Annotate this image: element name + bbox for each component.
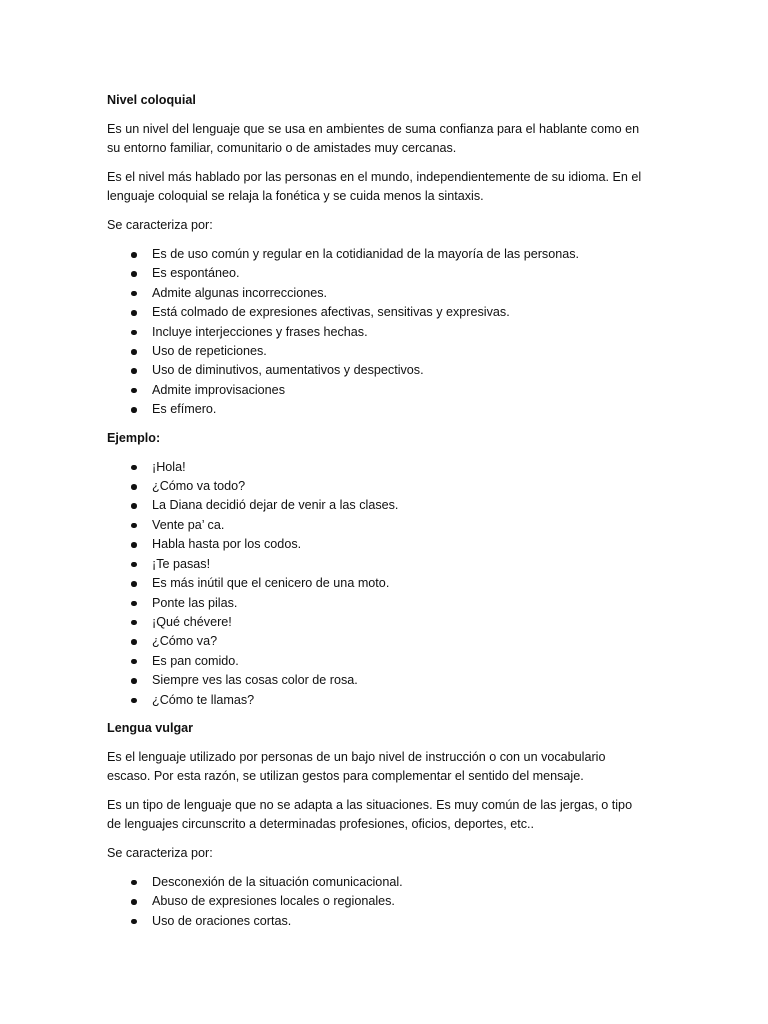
bullet-icon — [131, 523, 137, 529]
bullet-icon — [131, 407, 137, 413]
list-item — [107, 303, 647, 322]
bullet-icon — [131, 330, 137, 336]
list-item-text: Ponte las pilas. — [152, 595, 238, 610]
features-label: Se caracteriza por: — [107, 218, 213, 232]
paragraph: Es el nivel más hablado por las personas en el mundo, independientemente de su idioma. En el lenguaje coloquial se relaja la fonética y se cuida menos la sintaxis. — [107, 170, 642, 203]
examples-label: Ejemplo: — [107, 430, 161, 445]
list-item-text: Es pan comido. — [152, 653, 239, 668]
bullet-icon — [131, 349, 137, 355]
list-item-text: Es efímero. — [152, 402, 217, 417]
list-item-text: Abuso de expresiones locales o regionales. — [152, 894, 395, 909]
bullet-icon — [131, 581, 137, 587]
document-content — [107, 91, 647, 931]
bullet-icon — [131, 252, 137, 258]
section-title-lengua-vulgar: Lengua vulgar — [107, 720, 194, 735]
bullet-icon — [131, 919, 137, 925]
bullet-icon — [131, 291, 137, 297]
features-list — [107, 873, 647, 931]
list-item-text: Está colmado de expresiones afectivas, sensitivas y expresivas. — [152, 305, 510, 320]
list-item-text: Uso de repeticiones. — [152, 344, 267, 359]
list-item-text: ¿Cómo va? — [152, 634, 218, 649]
list-item — [107, 912, 647, 931]
bullet-icon — [131, 562, 137, 568]
list-item-text: Uso de oraciones cortas. — [152, 913, 292, 928]
paragraph: Es un nivel del lenguaje que se usa en ambientes de suma confianza para el hablante como en su entorno familiar, comunitario o de amistades muy cercanas. — [107, 122, 640, 155]
list-item-text: Desconexión de la situación comunicacional. — [152, 874, 403, 889]
list-item-text: ¿Cómo va todo? — [152, 479, 246, 494]
list-item — [107, 892, 647, 911]
list-item — [107, 652, 647, 671]
list-item — [107, 574, 647, 593]
list-item — [107, 458, 647, 477]
examples-list — [107, 458, 647, 710]
bullet-icon — [131, 542, 137, 548]
bullet-icon — [131, 659, 137, 665]
list-item-text: Uso de diminutivos, aumentativos y despectivos. — [152, 363, 424, 378]
list-item-text: Admite algunas incorrecciones. — [152, 285, 328, 300]
list-item — [107, 284, 647, 303]
list-item — [107, 381, 647, 400]
bullet-icon — [131, 899, 137, 905]
list-item-text: ¡Hola! — [152, 459, 186, 474]
features-label: Se caracteriza por: — [107, 845, 213, 860]
list-item-text: La Diana decidió dejar de venir a las clases. — [152, 498, 399, 513]
list-item — [107, 264, 647, 283]
bullet-icon — [131, 388, 137, 394]
list-item-text: Siempre ves las cosas color de rosa. — [152, 673, 358, 688]
list-item — [107, 555, 647, 574]
list-item-text: Es espontáneo. — [152, 266, 240, 281]
paragraph: Es un tipo de lenguaje que no se adapta a las situaciones. Es muy común de las jergas, o tipo de lenguajes circunscrito a determinadas profesiones, oficios, deportes, etc.. — [107, 797, 633, 831]
list-item — [107, 691, 647, 710]
list-item — [107, 516, 647, 535]
list-item — [107, 496, 647, 515]
features-list — [107, 245, 647, 420]
list-item-text: Es de uso común y regular en la cotidianidad de la mayoría de las personas. — [152, 247, 580, 261]
list-item — [107, 361, 647, 380]
bullet-icon — [131, 880, 137, 886]
bullet-icon — [131, 503, 137, 509]
list-item-text: Habla hasta por los codos. — [152, 537, 302, 552]
list-item — [107, 613, 647, 632]
bullet-icon — [131, 484, 137, 490]
bullet-icon — [131, 639, 137, 645]
list-item-text: Es más inútil que el cenicero de una moto. — [152, 576, 390, 591]
bullet-icon — [131, 368, 137, 374]
list-item — [107, 671, 647, 690]
list-item-text: ¡Te pasas! — [152, 556, 211, 571]
list-item — [107, 400, 647, 419]
bullet-icon — [131, 698, 137, 704]
list-item — [107, 873, 647, 892]
bullet-icon — [131, 601, 137, 607]
list-item — [107, 477, 647, 496]
bullet-icon — [131, 620, 137, 626]
list-item — [107, 323, 647, 342]
list-item-text: ¿Cómo te llamas? — [152, 692, 255, 707]
bullet-icon — [131, 310, 137, 316]
list-item-text: Vente pa’ ca. — [152, 517, 225, 532]
list-item — [107, 342, 647, 361]
bullet-icon — [131, 271, 137, 277]
bullet-icon — [131, 465, 137, 471]
list-item — [107, 535, 647, 554]
list-item — [107, 632, 647, 651]
list-item-text: Admite improvisaciones — [152, 382, 285, 397]
bullet-icon — [131, 678, 137, 684]
list-item-text: ¡Qué chévere! — [152, 614, 232, 629]
list-item — [107, 245, 647, 264]
list-item — [107, 594, 647, 613]
list-item-text: Incluye interjecciones y frases hechas. — [152, 324, 368, 339]
paragraph: Es el lenguaje utilizado por personas de un bajo nivel de instrucción o con un vocabulario escaso. Por esta razón, se utilizan gestos para complementar el sentido del mensaje. — [107, 749, 606, 783]
section-title-nivel-coloquial: Nivel coloquial — [107, 93, 196, 107]
